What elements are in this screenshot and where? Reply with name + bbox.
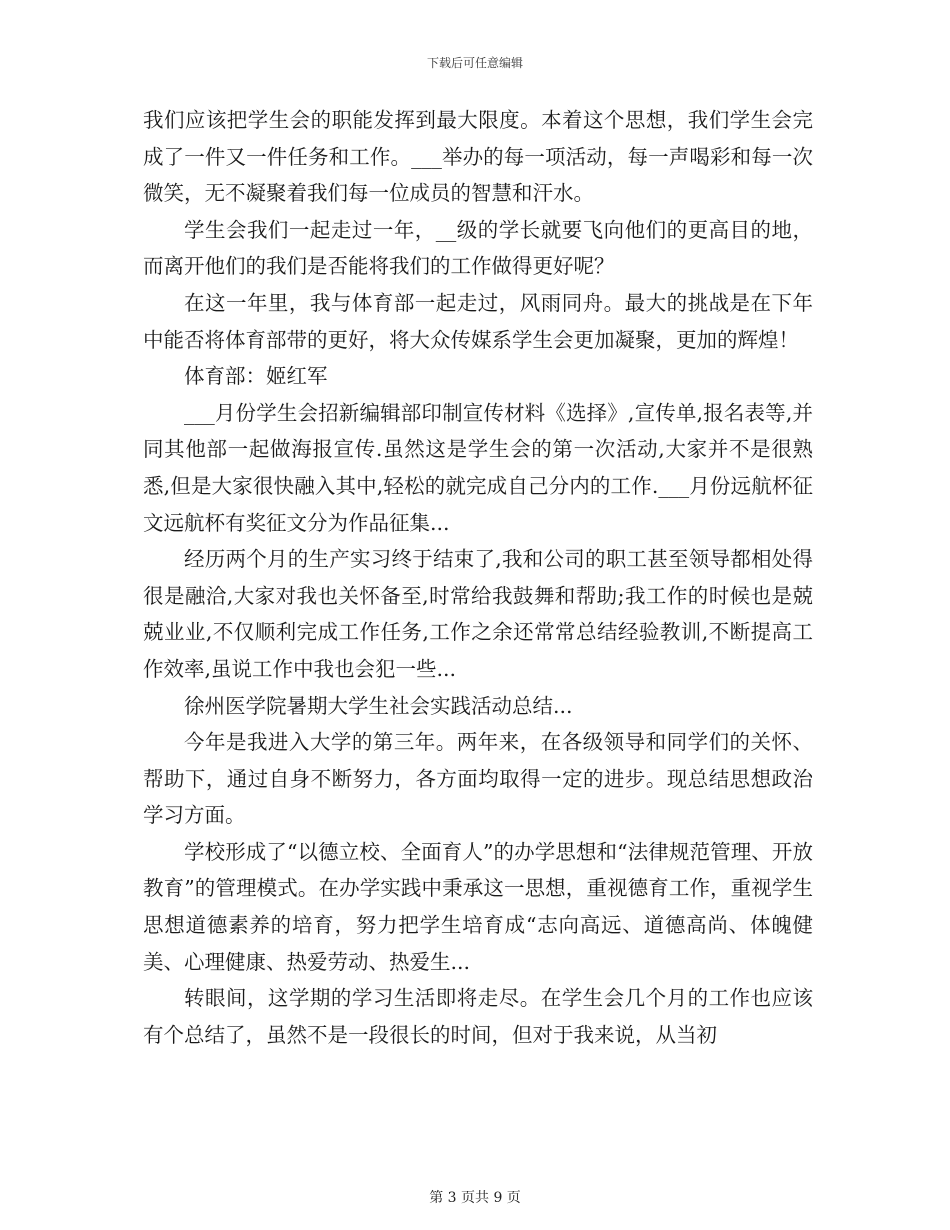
- paragraph: 体育部：姬红军: [184, 364, 328, 389]
- document-body: [143, 102, 813, 1053]
- paragraph: 在这一年里，我与体育部一起走过，风雨同舟。最大的挑战是在下年中能否将体育部带的更好，将大众传媒系学生会更加凝聚，更加的辉煌！: [143, 290, 813, 352]
- paragraph: 学生会我们一起走过一年，__级的学长就要飞向他们的更高目的地，而离开他们的我们是否能将我们的工作做得更好呢？: [143, 217, 813, 279]
- paragraph: 转眼间，这学期的学习生活即将走尽。在学生会几个月的工作也应该有个总结了，虽然不是一段很长的时间，但对于我来说，从当初: [143, 986, 813, 1047]
- page-number: 第 3 页共 9 页: [429, 1190, 521, 1206]
- paragraph: ___月份学生会招新编辑部印制宣传材料《选择》,宣传单,报名表等,并同其他部一起做海报宣传.虽然这是学生会的第一次活动,大家并不是很熟悉,但是大家很快融入其中,轻松的就完成自己分内的工作.___月份远航杯征文远航杯有奖征文分为作品征集...: [143, 400, 813, 535]
- page-header: 下载后可任意编辑: [426, 56, 523, 70]
- paragraph: 经历两个月的生产实习终于结束了,我和公司的职工甚至领导都相处得很是融洽,大家对我也关怀备至,时常给我鼓舞和帮助;我工作的时候也是兢兢业业,不仅顺利完成工作任务,工作之余还常常总结经验教训,不断提高工作效率,虽说工作中我也会犯一些...: [143, 547, 813, 681]
- paragraph: 徐州医学院暑期大学生社会实践活动总结...: [184, 693, 573, 718]
- paragraph: 今年是我进入大学的第三年。两年来，在各级领导和同学们的关怀、帮助下，通过自身不断努力，各方面均取得一定的进步。现总结思想政治学习方面。: [143, 730, 813, 828]
- paragraph: 学校形成了“以德立校、全面育人”的办学思想和“法律规范管理、开放教育”的管理模式。在办学实践中秉承这一思想，重视德育工作，重视学生思想道德素养的培育，努力把学生培育成“志向高远、道德高尚、体魄健美、心理健康、热爱劳动、热爱生...: [143, 839, 813, 974]
- paragraph: 我们应该把学生会的职能发挥到最大限度。本着这个思想，我们学生会完成了一件又一件任务和工作。___举办的每一项活动，每一声喝彩和每一次微笑，无不凝聚着我们每一位成员的智慧和汗水。: [143, 108, 813, 206]
